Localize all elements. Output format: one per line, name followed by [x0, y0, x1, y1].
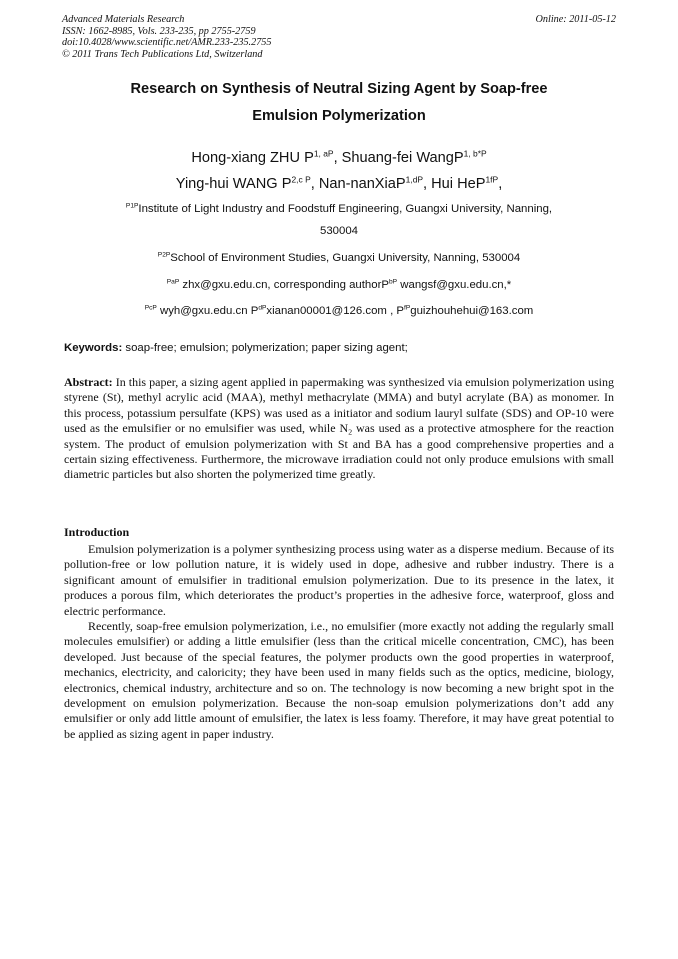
author-name: Ying-hui WANG P — [175, 176, 292, 192]
email-text: wangsf@gxu.edu.cn,* — [397, 279, 512, 291]
affiliation-text: School of Environment Studies, Guangxi University, Nanning, 530004 — [170, 252, 521, 264]
email-text: zhx@gxu.edu.cn, corresponding authorP — [179, 279, 389, 291]
author-affil-marker: 1,dP — [405, 174, 424, 185]
paragraph: Emulsion polymerization is a polymer synthesizing process using water as a disperse medium. Because of its pollution-free or low pollution nature, it is widely used in dope, adhesive and rubber industry. There is a significant amount of emulsifier in traditional emulsion polymerization. Due to its presence in the latex, it produces a porous film, which deteriorates the product’s properties in the adhesive force, waterproof, gloss and electric performance. — [64, 542, 614, 618]
paragraph: Recently, soap-free emulsion polymerization, i.e., no emulsifier (more exactly not adding the regularly small molecules emulsifier) or adding a little emulsifier (less than the critical micelle concentration, CMC), has been developed. Just because of the special features, the polymer products own the good properties in waterproof, mechanics, electricity, and caloricity; they have been used in many fields such as the optics, medicine, biology, electronics, chemical industry, architecture and so on. The technology is now becoming a new bright spot in the development on emulsion polymerization. Because the non-soap emulsion polymerizations don’t add any emulsifier or only add little amount of emulsifier, the latex is less foamy. Therefore, it may have great potential to be applied as sizing agent in paper industry. — [64, 619, 614, 741]
affiliation-marker: P2P — [157, 251, 171, 259]
authors-line-1 — [62, 150, 616, 166]
journal-name: Advanced Materials Research — [62, 14, 185, 25]
email-line-2 — [62, 305, 616, 317]
authors-line-2 — [62, 176, 616, 192]
paper-title-line-2: Emulsion Polymerization — [252, 108, 426, 124]
affiliation-2 — [62, 252, 616, 264]
email-marker: PaP — [166, 278, 180, 286]
abstract-text: In this paper, a sizing agent applied in papermaking was synthesized via emulsion polymerization using styrene (St), methyl acrylic acid (MAA), methyl methacrylate (MMA) and butyl acrylate (BA) as monomer. In this process, potassium persulfate (KPS) was used as a initiator and sodium lauryl sulfate (SDS) and OP-10 were used as the emulsifier or no emulsifier was used, while N — [64, 375, 614, 436]
email-text: xianan00001@126.com , P — [266, 305, 404, 317]
journal-header — [62, 14, 616, 60]
email-marker: dP — [258, 304, 267, 312]
affiliation-marker: P1P — [125, 202, 139, 210]
abstract — [64, 375, 614, 483]
affiliation-1-continued: 530004 — [319, 225, 358, 237]
author-name: , Shuang-fei WangP — [333, 150, 464, 166]
email-line-1 — [62, 279, 616, 291]
affiliation-text: Institute of Light Industry and Foodstuff Engineering, Guangxi University, Nanning, — [138, 203, 553, 215]
author-affil-marker: 1fP — [485, 174, 499, 185]
abstract-label: Abstract: — [64, 375, 113, 389]
introduction-heading: Introduction — [64, 525, 130, 539]
abstract-text-continued: was used as a protective atmosphere for the reaction system. The product of emulsion polymerization with St and BA has a good comprehensive properties and a certain sizing effectiveness. Furthermore, the microwave irradiation could not only produce emulsions with small diametric particles but also shorten the polymerized time greatly. — [64, 421, 614, 482]
author-name: , Nan-nanXiaP — [310, 176, 406, 192]
email-marker: fP — [404, 304, 411, 312]
email-marker: bP — [389, 278, 398, 286]
keywords-text: soap-free; emulsion; polymerization; paper sizing agent; — [122, 342, 408, 354]
email-text: guizhouhehui@163.com — [410, 305, 534, 317]
affiliation-1 — [62, 203, 616, 215]
issn-line: ISSN: 1662-8985, Vols. 233-235, pp 2755-2759 — [62, 25, 256, 37]
paper-title-line-1: Research on Synthesis of Neutral Sizing Agent by Soap-free — [130, 81, 548, 97]
author-affil-marker: 2,c P — [291, 174, 311, 185]
author-separator: , — [498, 176, 503, 192]
online-date: Online: 2011-05-12 — [535, 14, 616, 25]
doi-line: doi:10.4028/www.scientific.net/AMR.233-235.2755 — [62, 37, 272, 49]
author-affil-marker: 1, aP — [313, 148, 334, 159]
email-marker: PcP — [144, 304, 157, 312]
author-name: , Hui HeP — [423, 176, 486, 192]
keywords-label: Keywords: — [64, 342, 123, 354]
author-name: Hong-xiang ZHU P — [191, 150, 314, 166]
introduction-body — [64, 542, 614, 742]
copyright-line: © 2011 Trans Tech Publications Ltd, Switzerland — [62, 48, 263, 60]
email-text: wyh@gxu.edu.cn P — [156, 305, 259, 317]
keywords — [64, 342, 408, 354]
abstract-subscript: 2 — [348, 427, 353, 437]
author-affil-marker: 1, b*P — [463, 148, 487, 159]
